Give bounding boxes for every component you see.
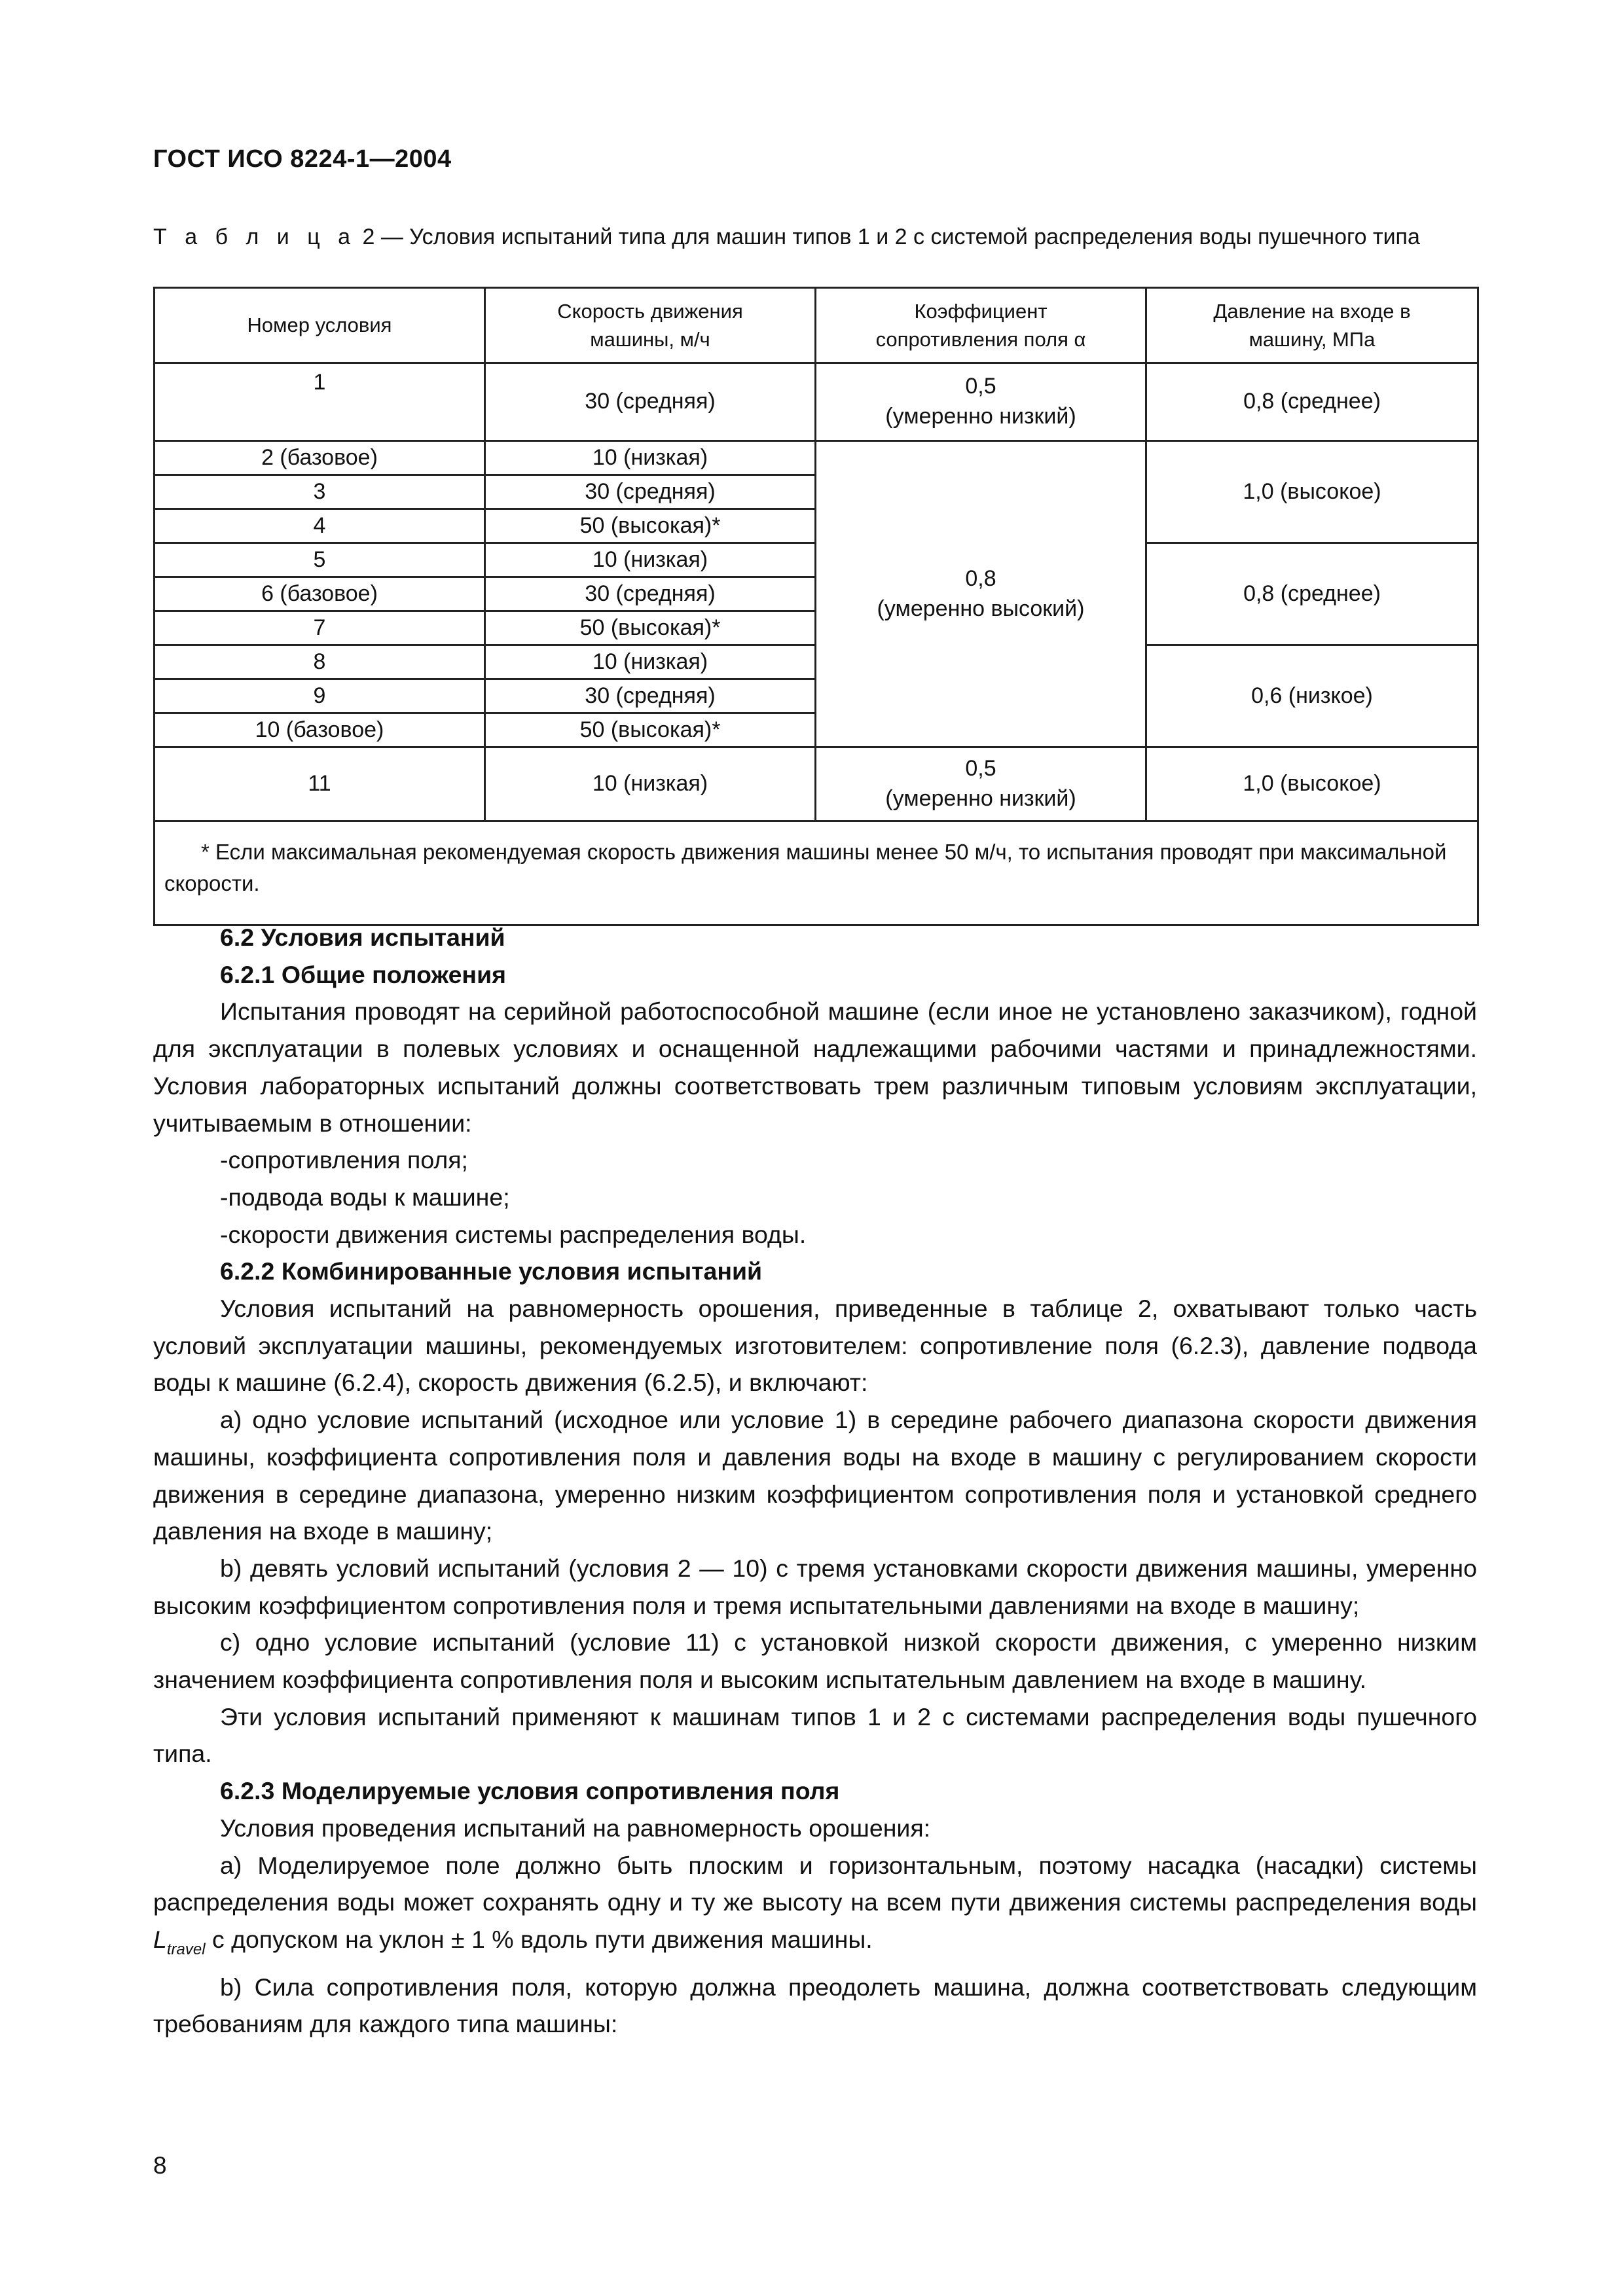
paragraph-text: a) Моделируемое поле должно быть плоским и горизонтальным, поэтому насадка (насадки) системы распределения воды может сохранять одну и ту же высоту на всем пути движения системы распределения воды [153,1851,1477,1916]
alpha-cell [816,441,1146,747]
speed-value: 30 (средняя) [485,363,816,441]
paragraph: c) одно условие испытаний (условие 11) с установкой низкой скорости движения, с умеренно низким значением коэффициента сопротивления поля и высоким испытательным давлением на входе в машину. [153,1628,1477,1694]
table-note-row [155,821,1478,925]
column-header-speed-text: Скорость движения машины, м/ч [557,299,743,351]
paragraph: Испытания проводят на серийной работоспособной машине (если иное не установлено заказчиком), годной для эксплуатации в полевых условиях и оснащенной надлежащими рабочими частями и принадлежностями. Условия лабораторных испытаний должны соответствовать трем различным типовым условиям эксплуатации, учитываемым в отношении: [153,997,1477,1137]
condition-number: 7 [155,611,485,645]
pressure-value: 0,6 (низкое) [1146,645,1478,747]
condition-number: 11 [155,747,485,821]
column-header-pressure-text: Давление на входе в машину, МПа [1213,299,1411,351]
pressure-value: 0,8 (среднее) [1146,363,1478,441]
paragraph [153,1847,1477,1969]
condition-number: 9 [155,679,485,713]
speed-value: 50 (высокая)* [485,713,816,747]
section-heading-6-2-1: 6.2.1 Общие положения [220,960,507,988]
symbol-subscript: travel [166,1940,206,1958]
alpha-desc: (умеренно высокий) [877,596,1085,621]
pressure-value: 1,0 (высокое) [1146,747,1478,821]
table-row [155,747,1478,821]
column-header-speed [485,288,816,363]
speed-value: 30 (средняя) [485,679,816,713]
condition-number: 1 [155,363,485,441]
alpha-cell [816,747,1146,821]
table-caption-text: 2 — Условия испытаний типа для машин типов 1 и 2 с системой распределения воды пушечного типа [362,224,1420,249]
section-heading-6-2-3: 6.2.3 Моделируемые условия сопротивления поля [220,1777,840,1805]
alpha-value: 0,5 [965,374,996,399]
paragraph: a) одно условие испытаний (исходное или условие 1) в середине рабочего диапазона скорости движения машины, коэффициента сопротивления поля и давления воды на входе в машину с регулированием скорости движения в середине диапазона, умеренно низким коэффициентом сопротивления поля и установкой среднего давления на входе в машину; [153,1406,1477,1545]
condition-number: 10 (базовое) [155,713,485,747]
speed-value: 30 (средняя) [485,475,816,509]
list-item: -сопротивления поля; [220,1146,468,1174]
table-row [155,441,1478,475]
paragraph: b) девять условий испытаний (условия 2 — 10) с тремя установками скорости движения машины, умеренно высоким коэффициентом сопротивления поля и тремя испытательными давлениями на входе в машину; [153,1554,1477,1619]
speed-value: 30 (средняя) [485,577,816,611]
column-header-condition: Номер условия [155,288,485,363]
test-conditions-table [153,287,1479,926]
alpha-value: 0,8 [965,565,996,591]
speed-value: 10 (низкая) [485,543,816,577]
paragraph: Условия проведения испытаний на равномерность орошения: [220,1814,931,1842]
page-number: 8 [153,2152,167,2179]
paragraph: Условия испытаний на равномерность орошения, приведенные в таблице 2, охватывают только часть условий эксплуатации машины, рекомендуемых изготовителем: сопротивление поля (6.2.3), давление подвода воды к машине (6.2.4), скорость движения (6.2.5), и включают: [153,1295,1477,1397]
alpha-value: 0,5 [965,756,996,781]
pressure-value: 0,8 (среднее) [1146,543,1478,645]
column-header-pressure [1146,288,1478,363]
speed-value: 10 (низкая) [485,441,816,475]
condition-number: 8 [155,645,485,679]
alpha-desc: (умеренно низкий) [885,404,1076,429]
condition-number: 3 [155,475,485,509]
paragraph: b) Сила сопротивления поля, которую должна преодолеть машина, должна соответствовать следующим требованиям для каждого типа машины: [153,1973,1477,2038]
document-code: ГОСТ ИСО 8224-1—2004 [153,145,452,173]
list-item: -скорости движения системы распределения воды. [220,1220,807,1248]
symbol-l: L [153,1925,167,1953]
speed-value: 50 (высокая)* [485,509,816,543]
section-heading-6-2-2: 6.2.2 Комбинированные условия испытаний [220,1257,763,1285]
condition-number: 4 [155,509,485,543]
condition-number: 6 (базовое) [155,577,485,611]
paragraph: Эти условия испытаний применяют к машинам типов 1 и 2 с системами распределения воды пушечного типа. [153,1702,1477,1768]
paragraph-text: с допуском на уклон ± 1 % вдоль пути движения машины. [205,1925,873,1953]
table-row [155,363,1478,441]
alpha-desc: (умеренно низкий) [885,786,1076,811]
pressure-value: 1,0 (высокое) [1146,441,1478,543]
section-heading-6-2: 6.2 Условия испытаний [220,924,505,951]
condition-number: 2 (базовое) [155,441,485,475]
speed-value: 50 (высокая)* [485,611,816,645]
table-caption-label: Т а б л и ц а [153,224,357,249]
speed-value: 10 (низкая) [485,747,816,821]
alpha-cell [816,363,1146,441]
column-header-alpha [816,288,1146,363]
table-caption [153,224,1476,250]
table-footnote: * Если максимальная рекомендуемая скорость движения машины менее 50 м/ч, то испытания проводят при максимальной скорости. [155,821,1478,925]
speed-value: 10 (низкая) [485,645,816,679]
body-text [153,919,1477,2043]
list-item: -подвода воды к машине; [220,1183,510,1211]
column-header-alpha-text: Коэффициент сопротивления поля α [875,299,1086,351]
condition-number: 5 [155,543,485,577]
table-header-row [155,288,1478,363]
